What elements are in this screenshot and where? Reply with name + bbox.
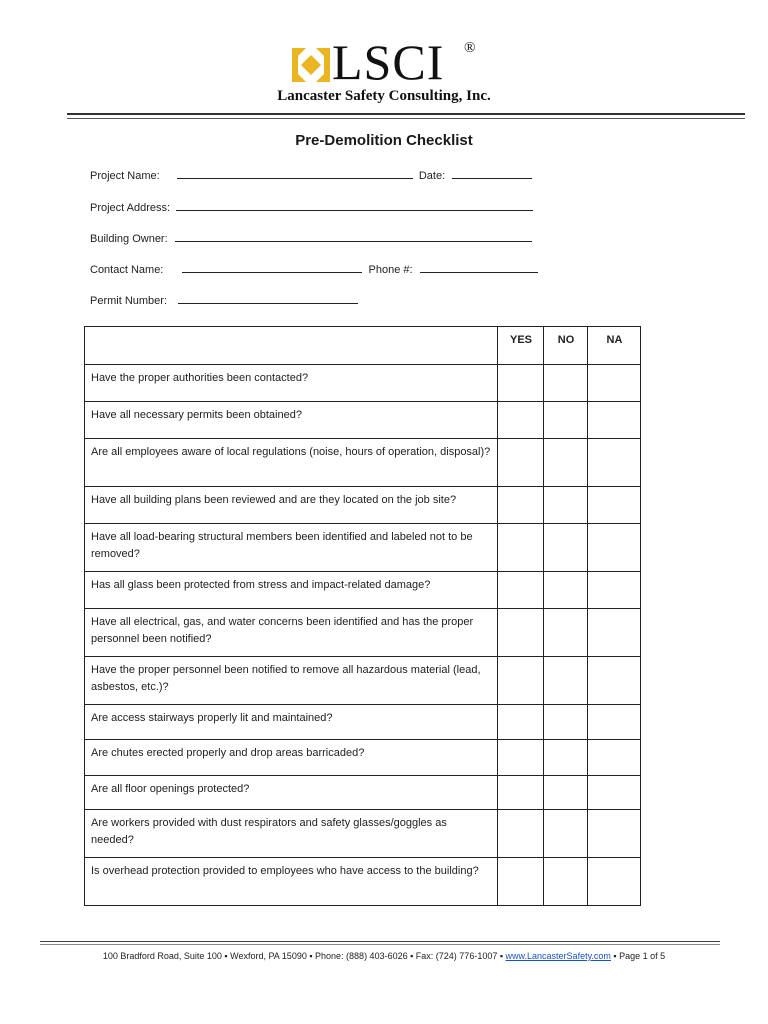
na-checkbox-cell[interactable]	[588, 402, 641, 439]
table-row	[85, 705, 641, 740]
table-row	[85, 439, 641, 487]
table-row	[85, 365, 641, 402]
question-text: Have all necessary permits been obtained?	[85, 402, 498, 439]
building-owner-line[interactable]	[175, 231, 532, 242]
table-row	[85, 740, 641, 776]
logo-mark-icon	[292, 46, 330, 84]
project-address-row	[90, 200, 533, 214]
na-checkbox-cell[interactable]	[588, 657, 641, 705]
project-name-row	[90, 168, 532, 182]
question-text: Have all building plans been reviewed and are they located on the job site?	[85, 487, 498, 524]
na-checkbox-cell[interactable]	[588, 705, 641, 740]
na-checkbox-cell[interactable]	[588, 572, 641, 609]
question-header-cell	[85, 327, 498, 365]
contact-name-row	[90, 262, 538, 276]
company-logo	[292, 34, 492, 90]
no-checkbox-cell[interactable]	[544, 776, 588, 810]
no-checkbox-cell[interactable]	[544, 810, 588, 858]
registered-mark: ®	[464, 40, 476, 56]
website-link[interactable]: www.LancasterSafety.com	[505, 951, 611, 961]
yes-checkbox-cell[interactable]	[498, 609, 544, 657]
permit-number-line[interactable]	[178, 293, 358, 304]
no-checkbox-cell[interactable]	[544, 572, 588, 609]
yes-checkbox-cell[interactable]	[498, 487, 544, 524]
phone-line[interactable]	[420, 262, 538, 273]
footer-divider	[40, 941, 720, 942]
company-name: Lancaster Safety Consulting, Inc.	[277, 88, 491, 104]
contact-name-label: Contact Name:	[90, 264, 164, 276]
question-text: Have all load-bearing structural members been identified and labeled not to be removed?	[85, 524, 498, 572]
header-divider	[67, 113, 745, 115]
yes-checkbox-cell[interactable]	[498, 810, 544, 858]
header-divider-thin	[67, 118, 745, 119]
question-text: Have all electrical, gas, and water concerns been identified and has the proper personnel been notified?	[85, 609, 498, 657]
no-checkbox-cell[interactable]	[544, 439, 588, 487]
na-checkbox-cell[interactable]	[588, 776, 641, 810]
table-header-row	[85, 327, 641, 365]
na-checkbox-cell[interactable]	[588, 810, 641, 858]
contact-name-line[interactable]	[182, 262, 362, 273]
checklist-table	[84, 326, 641, 906]
table-row	[85, 609, 641, 657]
yes-checkbox-cell[interactable]	[498, 776, 544, 810]
question-text: Have the proper authorities been contacted?	[85, 365, 498, 402]
na-checkbox-cell[interactable]	[588, 365, 641, 402]
logo-text: LSCI	[332, 34, 445, 90]
yes-header: YES	[498, 327, 544, 365]
no-checkbox-cell[interactable]	[544, 609, 588, 657]
page-number: ▪ Page 1 of 5	[610, 951, 666, 961]
yes-checkbox-cell[interactable]	[498, 657, 544, 705]
no-checkbox-cell[interactable]	[544, 524, 588, 572]
table-row	[85, 572, 641, 609]
question-text: Are workers provided with dust respirators and safety glasses/goggles as needed?	[85, 810, 498, 858]
na-checkbox-cell[interactable]	[588, 439, 641, 487]
table-row	[85, 657, 641, 705]
yes-checkbox-cell[interactable]	[498, 439, 544, 487]
permit-number-row	[90, 293, 358, 307]
yes-checkbox-cell[interactable]	[498, 740, 544, 776]
no-checkbox-cell[interactable]	[544, 740, 588, 776]
na-header: NA	[588, 327, 641, 365]
footer	[0, 951, 768, 961]
no-checkbox-cell[interactable]	[544, 487, 588, 524]
page-title: Pre-Demolition Checklist	[295, 132, 473, 149]
date-label: Date:	[418, 170, 446, 182]
table-row	[85, 524, 641, 572]
project-address-label: Project Address:	[90, 202, 171, 214]
na-checkbox-cell[interactable]	[588, 740, 641, 776]
yes-checkbox-cell[interactable]	[498, 402, 544, 439]
question-text: Are chutes erected properly and drop areas barricaded?	[85, 740, 498, 776]
table-row	[85, 402, 641, 439]
phone-label: Phone #:	[368, 264, 413, 276]
na-checkbox-cell[interactable]	[588, 609, 641, 657]
na-checkbox-cell[interactable]	[588, 858, 641, 906]
no-checkbox-cell[interactable]	[544, 705, 588, 740]
building-owner-label: Building Owner:	[90, 233, 168, 245]
building-owner-row	[90, 231, 532, 245]
date-line[interactable]	[452, 168, 532, 179]
table-row	[85, 487, 641, 524]
yes-checkbox-cell[interactable]	[498, 705, 544, 740]
permit-number-label: Permit Number:	[90, 295, 168, 307]
project-name-line[interactable]	[177, 168, 413, 179]
no-checkbox-cell[interactable]	[544, 858, 588, 906]
no-header: NO	[544, 327, 588, 365]
no-checkbox-cell[interactable]	[544, 365, 588, 402]
question-text: Are all employees aware of local regulations (noise, hours of operation, disposal)?	[85, 439, 498, 487]
yes-checkbox-cell[interactable]	[498, 858, 544, 906]
no-checkbox-cell[interactable]	[544, 402, 588, 439]
project-name-label: Project Name:	[90, 170, 160, 182]
yes-checkbox-cell[interactable]	[498, 572, 544, 609]
question-text: Are access stairways properly lit and maintained?	[85, 705, 498, 740]
question-text: Is overhead protection provided to employees who have access to the building?	[85, 858, 498, 906]
yes-checkbox-cell[interactable]	[498, 524, 544, 572]
question-text: Are all floor openings protected?	[85, 776, 498, 810]
question-text: Have the proper personnel been notified to remove all hazardous material (lead, asbestos, etc.)?	[85, 657, 498, 705]
na-checkbox-cell[interactable]	[588, 487, 641, 524]
no-checkbox-cell[interactable]	[544, 657, 588, 705]
table-row	[85, 858, 641, 906]
yes-checkbox-cell[interactable]	[498, 365, 544, 402]
footer-divider-thin	[40, 944, 720, 945]
table-row	[85, 810, 641, 858]
table-row	[85, 776, 641, 810]
na-checkbox-cell[interactable]	[588, 524, 641, 572]
project-address-line[interactable]	[176, 200, 533, 211]
footer-address: 100 Bradford Road, Suite 100 ▪ Wexford, PA 15090 ▪ Phone: (888) 403-6026 ▪ Fax: (724) 776-1007 ▪	[102, 951, 506, 961]
question-text: Has all glass been protected from stress and impact-related damage?	[85, 572, 498, 609]
